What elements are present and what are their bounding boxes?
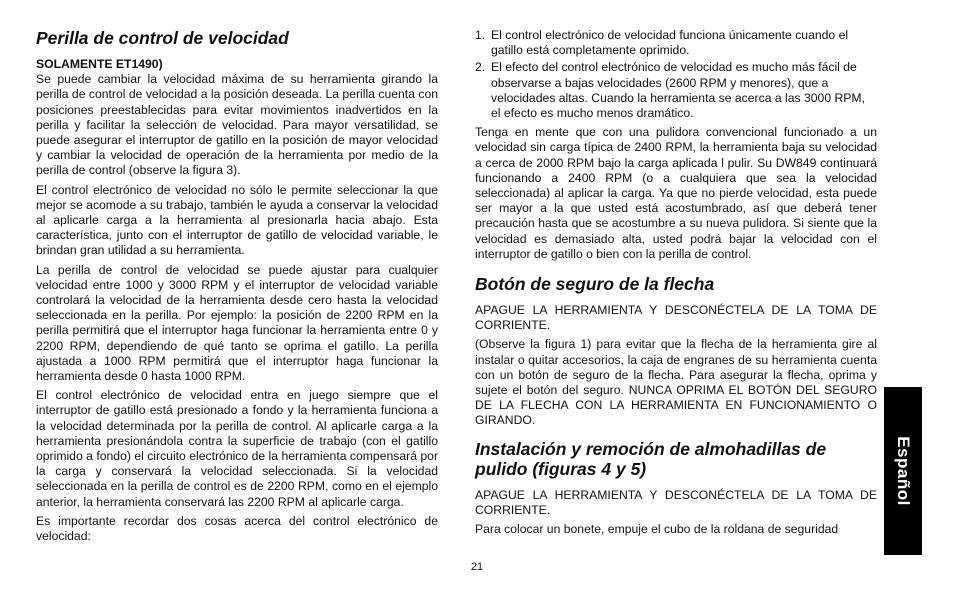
paragraph: El control electrónico de velocidad no sólo le permite seleccionar la que mejor se acomode a su trabajo, también le ayuda a conservar la velocidad al aplicarle carga a la herramienta al presionarla hacia abajo. Esta característica, junto con el interruptor de gatillo de velocidad variable, le brindan gran utilidad a su herramienta.: [36, 182, 438, 258]
paragraph: Para colocar un bonete, empuje el cubo de la roldana de seguridad: [475, 522, 839, 537]
list-text: El control electrónico de velocidad funciona únicamente cuando el gatillo está completamente oprimido.: [491, 28, 849, 58]
right-column: [475, 28, 877, 541]
list-item: [475, 60, 877, 121]
paragraph: Tenga en mente que con una pulidora convencional funcionado a un velocidad sin carga típica de 2400 RPM, la herramienta baja su velocidad a cerca de 2000 RPM bajo la carga aplicada l pulir. Su DW849 continuará funcionando a 2400 RPM (o a cualquiera que sea la velocidad seleccionada) al aplicar la carga. Ya que no pierde velocidad, esta puede ser mayor a la que usted está acostumbrado, así que deberá tener precaución hasta que se acostumbre a su nueva pulidora. Si siente que la velocidad es demasiado alta, usted podrá bajar la velocidad con el interruptor de gatillo o bien con la perilla de control.: [475, 125, 877, 261]
left-column: [36, 28, 438, 548]
numbered-list: [475, 28, 877, 121]
warning-paragraph: APAGUE LA HERRAMIENTA Y DESCONÉCTELA DE LA TOMA DE CORRIENTE.: [475, 487, 877, 517]
language-tab-label: Español: [894, 436, 913, 506]
section-heading-pad-installation: Instalación y remoción de almohadillas de pulido (figuras 4 y 5): [475, 438, 827, 479]
list-item: [475, 28, 877, 58]
warning-paragraph: APAGUE LA HERRAMIENTA Y DESCONÉCTELA DE LA TOMA DE CORRIENTE.: [475, 303, 877, 333]
language-tab: [884, 387, 922, 555]
section-heading-speed-control: Perilla de control de velocidad: [36, 28, 289, 48]
model-note: SOLAMENTE ET1490): [36, 57, 163, 71]
paragraph: La perilla de control de velocidad se puede ajustar para cualquier velocidad entre 1000 y 3000 RPM y el interruptor de velocidad variable controlará la velocidad de la herramienta desde cero hasta la velocidad seleccionada en la perilla. Por ejemplo: la posición de 2200 RPM en la perilla permitirá que el interruptor haga funcionar la herramienta entre 0 y 2200 RPM, dependiendo de qué tanto se oprima el gatillo. La perilla ajustada a 1000 RPM permitirá que el interruptor haga funcionar la herramienta desde 0 hasta 1000 RPM.: [36, 262, 438, 384]
paragraph: El control electrónico de velocidad entra en juego siempre que el interruptor de gatillo está presionado a fondo y la herramienta funciona a la velocidad determinada por la perilla de control. Al aplicarle carga a la herramienta presionándola contra la superficie de trabajo (con el gatillo oprimido a fondo) el circuito electrónico de la herramienta compensará por la carga y conservará la velocidad seleccionada. Si la velocidad seleccionada en la perilla de control es de 2200 RPM, como en el ejemplo anterior, la herramienta conservará las 2200 RPM al aplicarle carga.: [36, 388, 438, 509]
page-number: 21: [470, 561, 484, 573]
paragraph: (Observe la figura 1) para evitar que la flecha de la herramienta gire al instalar o quitar accesorios, la caja de engranes de su herramienta cuenta con un botón de seguro de la flecha. Para asegurar la flecha, oprima y sujete el botón del seguro. NUNCA OPRIMA EL BOTÓN DEL SEGURO DE LA FLECHA CON LA HERRAMIENTA EN FUNCIONAMIENTO O GIRANDO.: [475, 337, 877, 428]
paragraph: Es importante recordar dos cosas acerca del control electrónico de velocidad:: [36, 513, 438, 544]
paragraph: Se puede cambiar la velocidad máxima de su herramienta girando la perilla de control de velocidad a la posición deseada. La perilla cuenta con posiciones preestablecidas para evitar movimientos inadvertidos en la perilla y facilitar la selección de velocidad. Para mayor versatilidad, se puede asegurar el interruptor de gatillo en la posición de mayor velocidad y cambiar la velocidad de operación de la herramienta por medio de la perilla de control (observe la figura 3).: [36, 72, 438, 178]
section-heading-spindle-lock: Botón de seguro de la flecha: [475, 274, 715, 295]
list-number: 2.: [475, 60, 486, 75]
list-number: 1.: [475, 28, 486, 42]
list-text: El efecto del control electrónico de velocidad es mucho más fácil de observarse a bajas velocidades (2600 RPM y menores), que a velocidades altas. Cuando la herramienta se acerca a las 3000 RPM, el efecto es mucho menos dramático.: [491, 60, 865, 121]
